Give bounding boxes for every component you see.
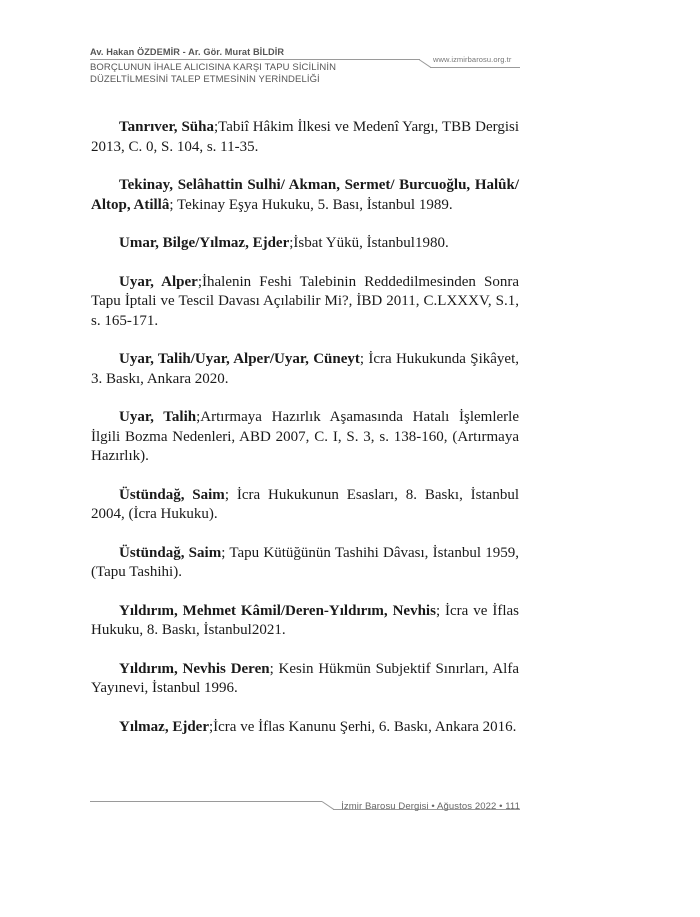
- footer-rule: [90, 801, 322, 802]
- header-authors: Av. Hakan ÖZDEMİR - Ar. Gör. Murat BİLDİR: [90, 47, 285, 57]
- entry-text: ; İcra ve İflas Hukuku, 8. Baskı, İstanbul2021.: [91, 602, 519, 638]
- header-url: www.izmirbarosu.org.tr: [433, 55, 512, 64]
- entry-text: ; Kesin Hükmün Subjektif Sınırları, Alfa Yayınevi, İstanbul 1996.: [91, 660, 519, 696]
- bibliography-list: [91, 118, 519, 756]
- entry-text: ;İcra ve İflas Kanunu Şerhi, 6. Baskı, Ankara 2016.: [208, 718, 517, 735]
- bibliography-entry: [91, 350, 519, 389]
- bibliography-entry: [91, 660, 519, 699]
- bibliography-entry: [91, 718, 519, 738]
- entry-author: Üstündağ, Saim: [119, 486, 225, 503]
- bibliography-entry: [91, 602, 519, 641]
- entry-text: ; İcra Hukukunda Şikâyet, 3. Baskı, Ankara 2020.: [91, 351, 519, 387]
- entry-author: Uyar, Alper: [119, 273, 198, 290]
- entry-author: Umar, Bilge/Yılmaz, Ejder: [119, 235, 290, 251]
- bibliography-entry: [91, 234, 519, 254]
- bibliography-entry: [91, 273, 519, 332]
- bibliography-entry: [91, 486, 519, 525]
- entry-author: Yıldırım, Mehmet Kâmil/Deren-Yıldırım, Nevhis: [119, 602, 436, 619]
- entry-text: ;Tabiî Hâkim İlkesi ve Medenî Yargı, TBB Dergisi 2013, C. 0, S. 104, s. 11-35.: [91, 119, 520, 155]
- entry-text: ;Artırmaya Hazırlık Aşamasında Hatalı İşlemlerle İlgili Bozma Nedenleri, ABD 2007, C. I, S. 3, s. 138-160, (Artırmaya Hazırlık).: [91, 409, 519, 464]
- entry-text: ; Tapu Kütüğünün Tashihi Dâvası, İstanbul 1959, (Tapu Tashihi).: [91, 544, 519, 580]
- bibliography-entry: [91, 176, 519, 215]
- header-rule: [90, 59, 420, 60]
- bibliography-entry: [91, 408, 519, 467]
- entry-text: ;İsbat Yükü, İstanbul1980.: [289, 235, 449, 251]
- header-rule-right: [430, 67, 520, 68]
- entry-author: Tekinay, Selâhattin Sulhi/ Akman, Sermet/ Burcuoğlu, Halûk/ Altop, Atillâ: [91, 177, 519, 213]
- header-title: [90, 62, 420, 86]
- footer-journal-info: İzmir Barosu Dergisi • Ağustos 2022 • 111: [341, 801, 520, 812]
- entry-author: Yılmaz, Ejder: [119, 718, 209, 735]
- header-title-line-2: DÜZELTİLMESİNİ TALEP ETMESİNİN YERİNDELİĞİ: [90, 74, 320, 85]
- entry-author: Yıldırım, Nevhis Deren: [119, 660, 270, 677]
- header-title-line-1: BORÇLUNUN İHALE ALICISINA KARŞI TAPU SİCİLİNİN: [90, 62, 337, 73]
- entry-author: Üstündağ, Saim: [119, 544, 222, 561]
- entry-text: ;İhalenin Feshi Talebinin Reddedilmesinden Sonra Tapu İptali ve Tescil Davası Açılabilir Mi?, İBD 2011, C.LXXXV, S.1, s. 165-171.: [91, 273, 519, 329]
- entry-text: ; Tekinay Eşya Hukuku, 5. Bası, İstanbul 1989.: [169, 196, 453, 213]
- entry-author: Tanrıver, Süha: [119, 119, 214, 135]
- bibliography-entry: [91, 118, 519, 157]
- bibliography-entry: [91, 544, 519, 583]
- entry-author: Uyar, Talih: [119, 409, 197, 425]
- entry-text: ; İcra Hukukunun Esasları, 8. Baskı, İstanbul 2004, (İcra Hukuku).: [91, 486, 519, 522]
- entry-author: Uyar, Talih/Uyar, Alper/Uyar, Cüneyt: [119, 351, 360, 367]
